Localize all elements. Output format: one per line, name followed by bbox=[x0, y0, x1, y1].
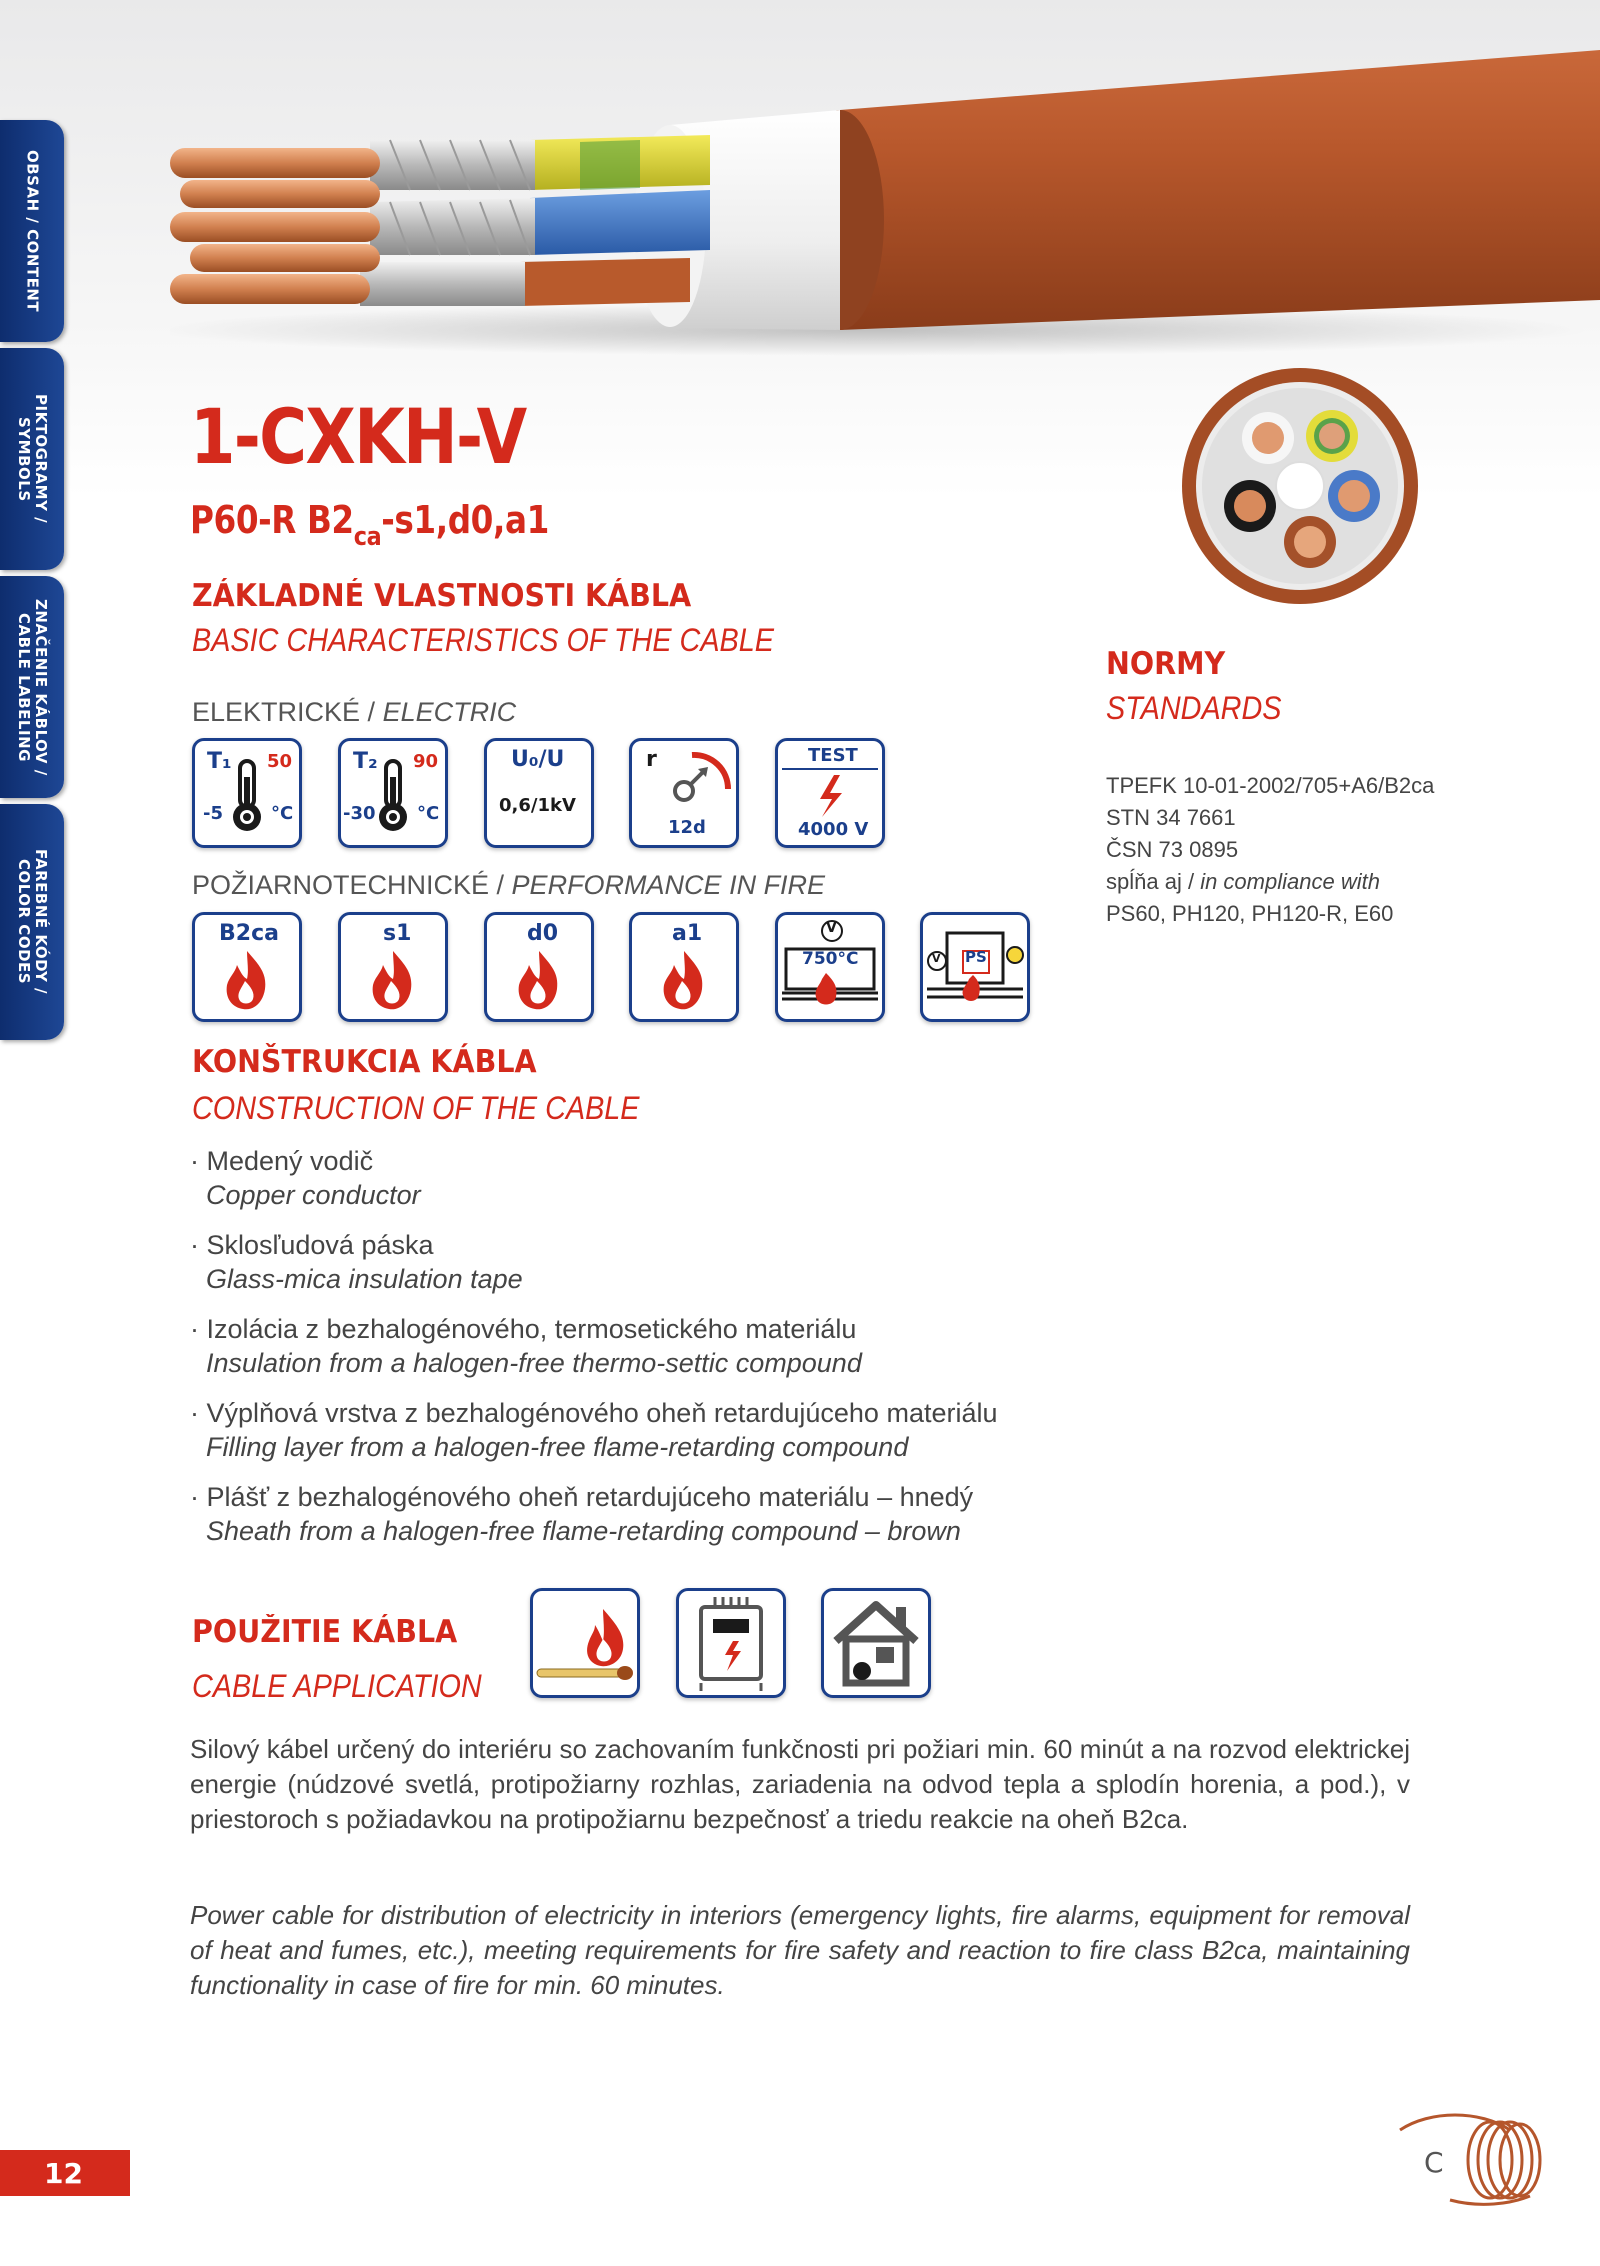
voltage-test-icon bbox=[775, 738, 885, 848]
application-text-en: Power cable for distribution of electricity in interiors (emergency lights, fire alarms, equipment for removal of heat and fumes, etc.), meeting requirements for fire safety and reaction to fire class B2ca, maintaining functionality in case of fire for min. 60 minutes. bbox=[190, 1900, 1410, 2000]
classification-rest: -s1,d0,a1 bbox=[381, 498, 549, 542]
temperature-t2-icon bbox=[338, 738, 448, 848]
basic-heading-en: BASIC CHARACTERISTICS OF THE CABLE bbox=[192, 622, 774, 658]
list-item bbox=[190, 1396, 1090, 1464]
basic-heading-sk: ZÁKLADNÉ VLASTNOSTI KÁBLA bbox=[192, 578, 692, 614]
electric-box-icon bbox=[679, 1591, 783, 1695]
compliance-sk: spĺňa aj / bbox=[1106, 869, 1195, 894]
fire-resistance-750-icon bbox=[775, 912, 885, 1022]
icon-label: s1 bbox=[383, 921, 412, 946]
product-title: 1-CXKH-V bbox=[190, 392, 526, 481]
application-heading-sk: POUŽITIE KÁBLA bbox=[192, 1614, 458, 1650]
icon-name: r bbox=[646, 747, 657, 772]
electric-label-en: ELECTRIC bbox=[382, 697, 517, 727]
fire-label-sk: POŽIARNOTECHNICKÉ / bbox=[192, 870, 505, 900]
voltage-icon bbox=[484, 738, 594, 848]
icon-value: 0,6/1kV bbox=[499, 795, 576, 816]
side-tab-label: OBSAH / CONTENT bbox=[23, 149, 42, 313]
item-en: Glass-mica insulation tape bbox=[206, 1264, 523, 1294]
fire-class-s1-icon bbox=[338, 912, 448, 1022]
standards-list bbox=[1106, 770, 1434, 930]
classification-sub: ca bbox=[353, 522, 382, 552]
side-tab-content[interactable] bbox=[0, 120, 64, 342]
compliance-en: in compliance with bbox=[1200, 869, 1380, 894]
fire-class-a1-icon bbox=[629, 912, 739, 1022]
list-item bbox=[190, 1144, 1090, 1212]
fire-class-d0-icon bbox=[484, 912, 594, 1022]
side-tab-label: PIKTOGRAMY / SYMBOLS bbox=[15, 394, 50, 524]
icon-name: U₀/U bbox=[511, 747, 565, 772]
icon-bottom-value: -30 bbox=[343, 803, 376, 824]
thermometer-icon bbox=[195, 741, 299, 845]
icon-name: TEST bbox=[808, 745, 858, 766]
voltmeter-label: V bbox=[826, 920, 837, 936]
thermometer-icon bbox=[341, 741, 445, 845]
voltmeter-label: V bbox=[932, 952, 941, 965]
distribution-box-icon bbox=[676, 1588, 786, 1698]
cable-cross-section bbox=[1180, 366, 1420, 606]
icon-value: 12d bbox=[668, 817, 706, 838]
coil-logo-icon bbox=[1390, 2100, 1550, 2210]
logo-letter: C bbox=[1424, 2146, 1444, 2179]
icon-top-value: 50 bbox=[267, 751, 293, 772]
electric-label bbox=[192, 697, 516, 728]
standard-line: STN 34 7661 bbox=[1106, 805, 1236, 830]
construction-list bbox=[190, 1144, 1090, 1564]
icon-top-value: 90 bbox=[413, 751, 439, 772]
item-en: Insulation from a halogen-free thermo-settic compound bbox=[206, 1348, 862, 1378]
flame-icon bbox=[487, 915, 591, 1019]
item-en: Sheath from a halogen-free flame-retarding compound – brown bbox=[206, 1516, 961, 1546]
construction-heading-sk: KONŠTRUKCIA KÁBLA bbox=[192, 1044, 537, 1080]
icon-label: B2ca bbox=[219, 921, 279, 946]
temperature-t1-icon bbox=[192, 738, 302, 848]
application-text-sk: Silový kábel určený do interiéru so zachovaním funkčnosti pri požiari min. 60 minút a na rozvod elektrickej energie (núdzové svetlá, protipožiarny rozhlas, zariadenia na odvod tepla a splodín horenia, a pod.), v priestoroch s požiadavkou na protipožiarnu bezpečnosť a triedu reakcie na oheň B2ca. bbox=[190, 1734, 1410, 1834]
match-flame-icon bbox=[533, 1591, 637, 1695]
fire-label bbox=[192, 870, 825, 901]
icon-name: T₁ bbox=[207, 749, 232, 774]
fire-label-en: PERFORMANCE IN FIRE bbox=[511, 870, 826, 900]
classification-main: P60-R B2 bbox=[190, 498, 354, 542]
flame-icon bbox=[341, 915, 445, 1019]
page-number: 12 bbox=[0, 2150, 130, 2196]
fire-match-icon bbox=[530, 1588, 640, 1698]
flame-icon bbox=[195, 915, 299, 1019]
side-tab-symbols[interactable] bbox=[0, 348, 64, 570]
item-sk: · Plášť z bezhalogénového oheň retardujúceho materiálu – hnedý bbox=[190, 1482, 974, 1512]
item-sk: · Izolácia z bezhalogénového, termosetického materiálu bbox=[190, 1314, 857, 1344]
electric-label-sk: ELEKTRICKÉ / bbox=[192, 697, 376, 727]
side-tab-color-codes[interactable] bbox=[0, 804, 64, 1040]
side-tab-cable-labeling[interactable] bbox=[0, 576, 64, 798]
list-item bbox=[190, 1228, 1090, 1296]
icon-label: PS bbox=[965, 948, 987, 966]
icon-value: 4000 V bbox=[798, 819, 869, 840]
icon-label: a1 bbox=[672, 921, 703, 946]
flame-icon bbox=[632, 915, 736, 1019]
home-icon bbox=[824, 1591, 928, 1695]
compliance-list: PS60, PH120, PH120-R, E60 bbox=[1106, 901, 1394, 926]
application-heading-en: CABLE APPLICATION bbox=[192, 1668, 482, 1704]
list-item bbox=[190, 1480, 1090, 1548]
house-icon bbox=[821, 1588, 931, 1698]
standard-line: TPEFK 10-01-2002/705+A6/B2ca bbox=[1106, 773, 1435, 798]
circuit-fire-lamp-icon bbox=[923, 915, 1027, 1019]
construction-heading-en: CONSTRUCTION OF THE CABLE bbox=[192, 1090, 640, 1126]
icon-label: d0 bbox=[527, 921, 559, 946]
standards-heading-en: STANDARDS bbox=[1106, 690, 1282, 726]
product-classification bbox=[190, 498, 549, 552]
side-tab-label: ZNAČENIE KÁBLOV / CABLE LABELING bbox=[15, 598, 50, 776]
compliance-line bbox=[1106, 866, 1434, 898]
bending-radius-icon bbox=[629, 738, 739, 848]
item-sk: · Výplňová vrstva z bezhalogénového oheň retardujúceho materiálu bbox=[190, 1398, 998, 1428]
icon-label: 750°C bbox=[802, 949, 859, 969]
icon-name: T₂ bbox=[353, 749, 378, 774]
cable-illustration bbox=[170, 30, 1600, 370]
standard-line: ČSN 73 0895 bbox=[1106, 837, 1239, 862]
item-sk: · Medený vodič bbox=[190, 1146, 374, 1176]
fire-resistance-ps-icon bbox=[920, 912, 1030, 1022]
item-en: Copper conductor bbox=[206, 1180, 421, 1210]
icon-unit: °C bbox=[417, 803, 440, 824]
standards-heading-sk: NORMY bbox=[1106, 646, 1226, 682]
lightning-icon bbox=[778, 741, 882, 845]
fire-class-b2ca-icon bbox=[192, 912, 302, 1022]
item-en: Filling layer from a halogen-free flame-retarding compound bbox=[206, 1432, 909, 1462]
side-tab-label: FAREBNÉ KÓDY / COLOR CODES bbox=[15, 849, 50, 995]
list-item bbox=[190, 1312, 1090, 1380]
icon-bottom-value: -5 bbox=[203, 803, 223, 824]
item-sk: · Sklosľudová páska bbox=[190, 1230, 434, 1260]
icon-unit: °C bbox=[271, 803, 294, 824]
bend-arrow-icon bbox=[632, 741, 736, 845]
